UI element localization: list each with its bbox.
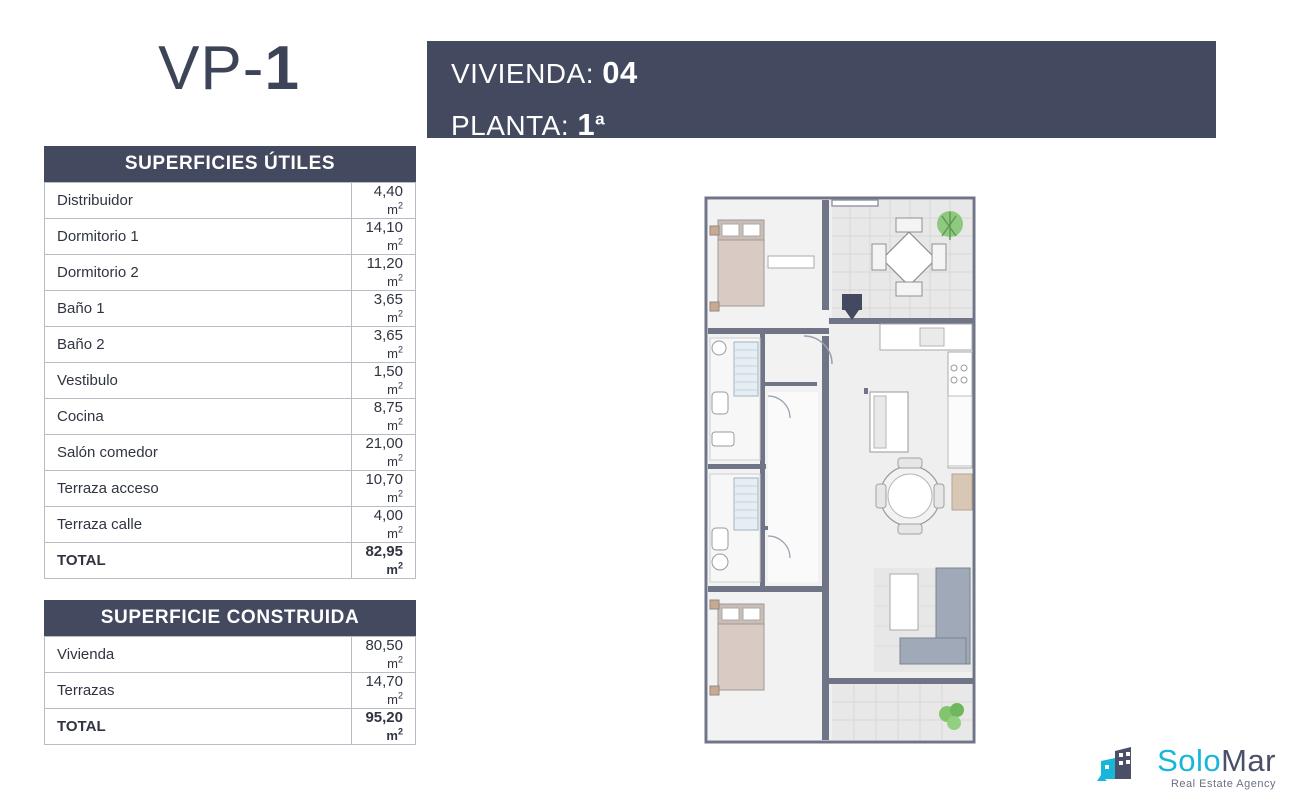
row-value-number: 11,20 [366, 255, 403, 273]
row-value [352, 363, 416, 399]
row-label: TOTAL [45, 709, 352, 745]
floor-plan-drawing [704, 196, 976, 744]
building-icon [1097, 745, 1149, 790]
row-value [352, 507, 416, 543]
header-planta-ordinal: a [595, 109, 606, 129]
row-value-number: 3,65 [373, 327, 403, 345]
row-label: Terrazas [45, 673, 352, 709]
unit: $m^2$ [387, 524, 403, 541]
table-row [45, 327, 416, 363]
bathroom-1 [710, 338, 760, 460]
row-value-number: 1,50 [373, 363, 403, 381]
row-label: Terraza calle [45, 507, 352, 543]
row-value [352, 435, 416, 471]
table-row [45, 637, 416, 673]
row-label: TOTAL [45, 543, 352, 579]
row-label: Vivienda [45, 637, 352, 673]
plan-title-text [44, 34, 414, 103]
row-value-number: 4,40 [373, 183, 403, 201]
row-value [352, 673, 416, 709]
unit: $m^2$ [386, 726, 403, 743]
row-label: Dormitorio 1 [45, 219, 352, 255]
row-label: Terraza acceso [45, 471, 352, 507]
table-row-total [45, 543, 416, 579]
built-surface-table [44, 600, 416, 745]
floor-plan [704, 196, 976, 744]
table-row [45, 219, 416, 255]
row-value-number: 95,20 [365, 709, 403, 727]
table-row [45, 291, 416, 327]
company-logo [1097, 745, 1276, 790]
header-planta-label: PLANTA: [451, 110, 570, 141]
bathroom-2 [710, 474, 760, 582]
row-value [352, 543, 416, 579]
table-row [45, 255, 416, 291]
table-row-total [45, 709, 416, 745]
unit: $m^2$ [387, 380, 403, 397]
table-row [45, 507, 416, 543]
row-value [352, 637, 416, 673]
row-value-number: 8,75 [373, 399, 403, 417]
unit: $m^2$ [387, 654, 403, 671]
unit: $m^2$ [387, 488, 403, 505]
unit: $m^2$ [387, 272, 403, 289]
useful-surfaces-heading: SUPERFICIES ÚTILES [44, 146, 416, 182]
plan-title [44, 34, 414, 103]
row-value [352, 471, 416, 507]
unit: $m^2$ [387, 200, 403, 217]
unit: $m^2$ [387, 416, 403, 433]
row-value-number: 14,10 [365, 219, 403, 237]
unit: $m^2$ [387, 236, 403, 253]
row-label: Distribuidor [45, 183, 352, 219]
row-label: Vestibulo [45, 363, 352, 399]
unit: $m^2$ [387, 690, 403, 707]
logo-tagline: Real Estate Agency [1170, 778, 1276, 790]
built-surface-rows [44, 636, 416, 745]
row-value [352, 291, 416, 327]
row-label: Baño 2 [45, 327, 352, 363]
table-row [45, 183, 416, 219]
unit: $m^2$ [387, 452, 403, 469]
header-vivienda-line [451, 57, 1216, 88]
header-vivienda-label: VIVIENDA: [451, 58, 594, 89]
row-label: Cocina [45, 399, 352, 435]
row-label: Salón comedor [45, 435, 352, 471]
useful-surfaces-table [44, 146, 416, 579]
logo-part-1: Solo [1157, 743, 1222, 778]
row-value [352, 399, 416, 435]
header-planta-value: 1 [577, 107, 596, 142]
row-value-number: 3,65 [373, 291, 403, 309]
row-value [352, 183, 416, 219]
built-surface-heading: SUPERFICIE CONSTRUIDA [44, 600, 416, 636]
row-value [352, 219, 416, 255]
table-row [45, 673, 416, 709]
logo-wordmark [1157, 743, 1276, 778]
unit: $m^2$ [386, 560, 403, 577]
table-row [45, 363, 416, 399]
header-vivienda-value: 04 [602, 55, 638, 90]
row-value [352, 255, 416, 291]
row-label: Dormitorio 2 [45, 255, 352, 291]
unit: $m^2$ [387, 308, 403, 325]
plan-title-number: 1 [264, 34, 300, 103]
row-label: Baño 1 [45, 291, 352, 327]
living-area [874, 568, 972, 672]
row-value-number: 4,00 [373, 507, 403, 525]
logo-text [1157, 745, 1276, 790]
row-value [352, 709, 416, 745]
logo-part-2: Mar [1221, 743, 1276, 778]
window-marks [832, 200, 878, 206]
table-row [45, 399, 416, 435]
row-value-number: 82,95 [365, 543, 403, 561]
table-row [45, 471, 416, 507]
table-row [45, 435, 416, 471]
row-value-number: 10,70 [365, 471, 403, 489]
row-value-number: 80,50 [365, 637, 403, 655]
header-bar [427, 41, 1216, 142]
plan-title-prefix: VP- [158, 34, 265, 103]
useful-surfaces-rows [44, 182, 416, 579]
row-value-number: 21,00 [365, 435, 403, 453]
header-planta-line [451, 109, 1216, 140]
unit: $m^2$ [387, 344, 403, 361]
row-value [352, 327, 416, 363]
row-value-number: 14,70 [365, 673, 403, 691]
bedroom-2 [710, 600, 764, 695]
